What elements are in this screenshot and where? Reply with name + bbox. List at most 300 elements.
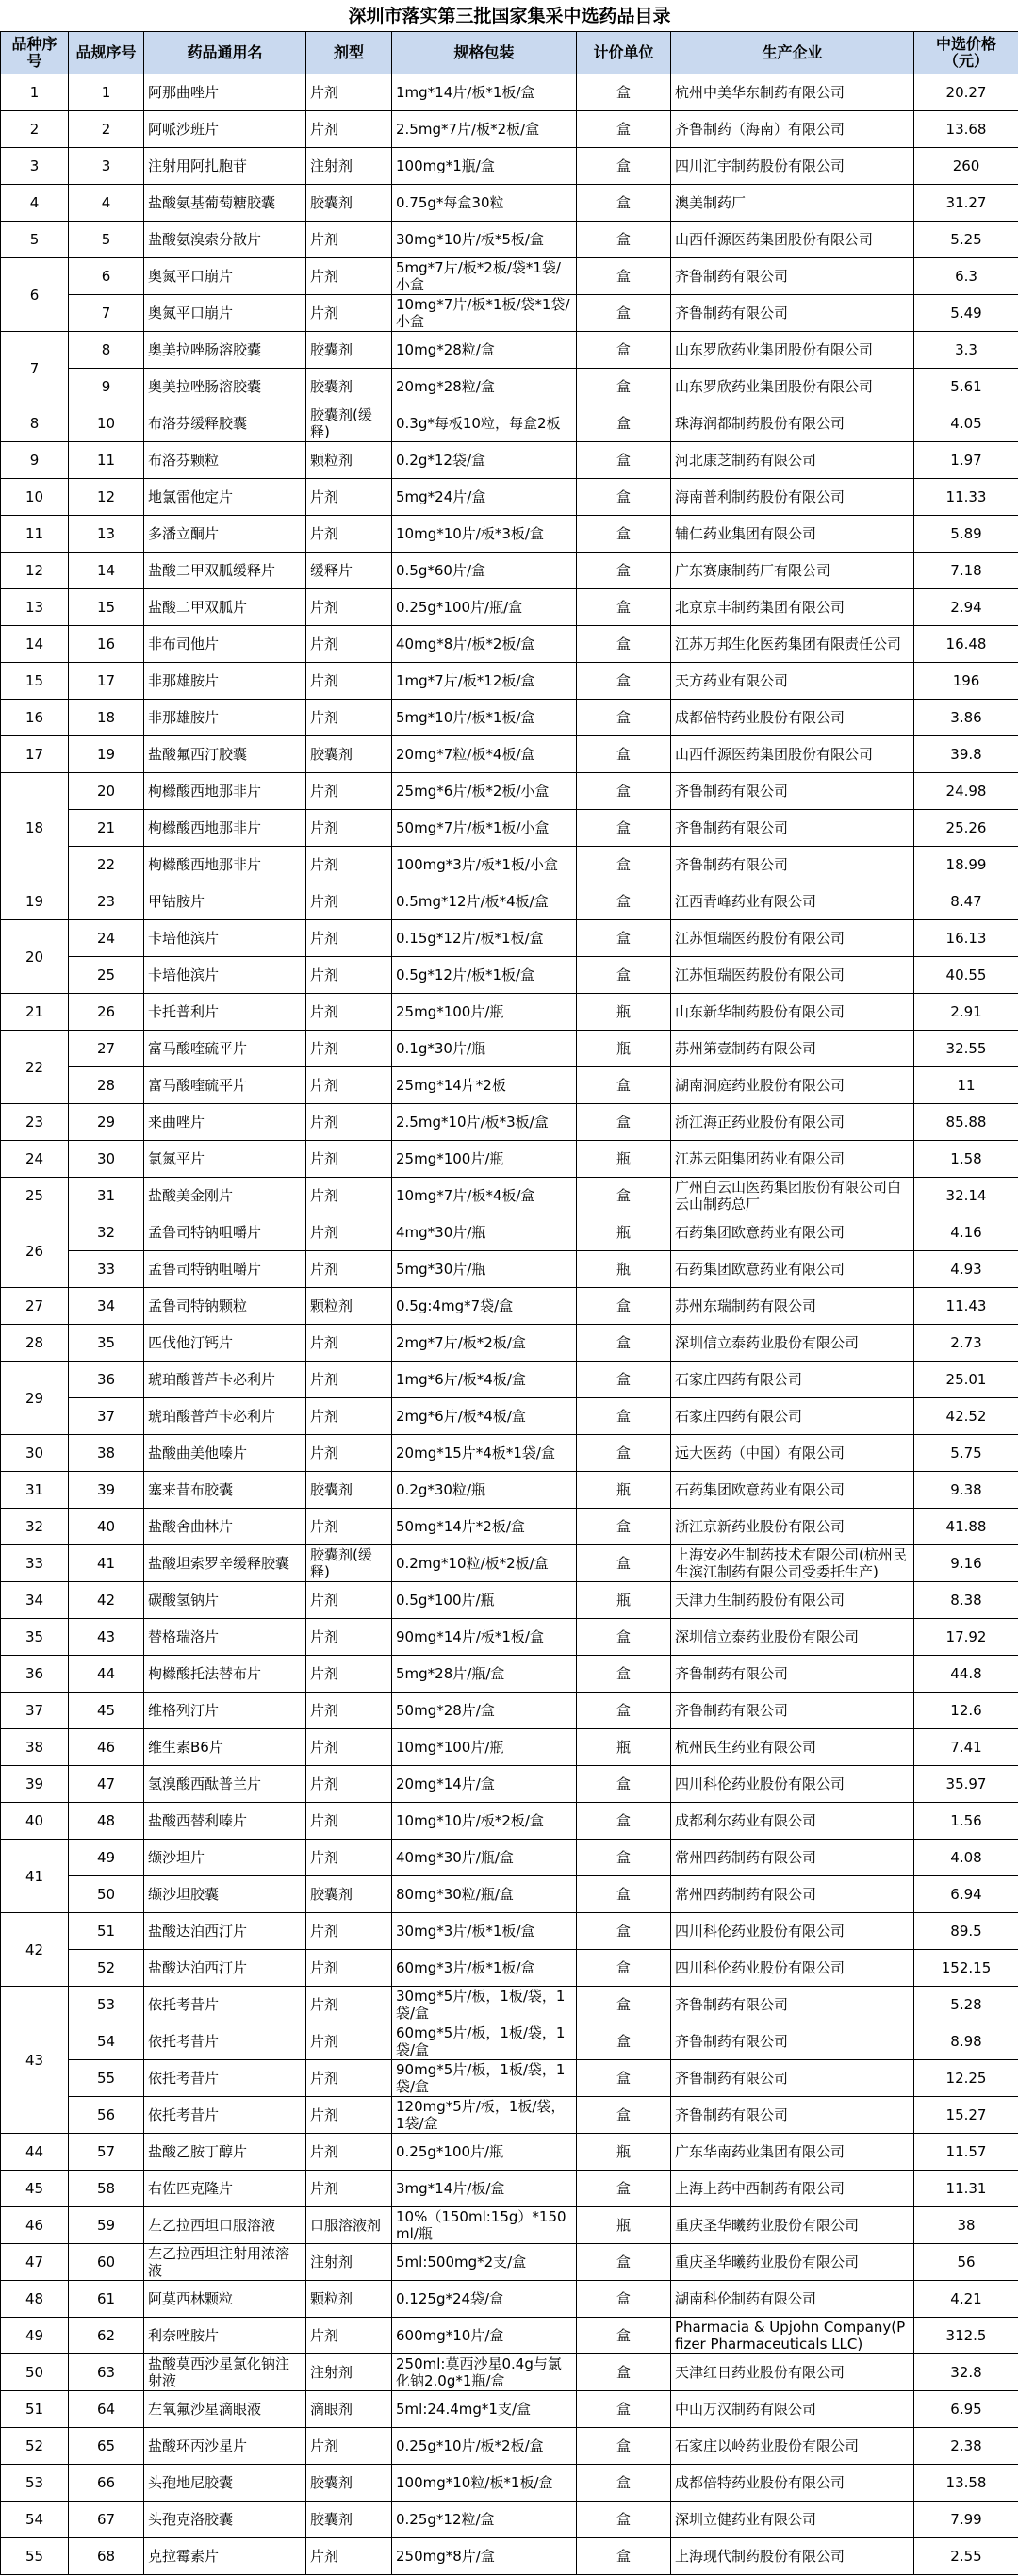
pricing-unit-cell: 盒 (577, 663, 671, 700)
spec-packaging-cell: 5mg*24片/盒 (392, 479, 577, 516)
winning-price-cell: 8.47 (914, 883, 1018, 920)
winning-price-cell: 7.99 (914, 2502, 1018, 2538)
pricing-unit-cell: 盒 (577, 1067, 671, 1104)
pricing-unit-cell: 盒 (577, 1876, 671, 1913)
dosage-form-cell: 胶囊剂 (306, 2465, 392, 2502)
winning-price-cell: 312.5 (914, 2318, 1018, 2354)
table-row (1, 1582, 1018, 1619)
table-row (1, 2354, 1018, 2391)
spec-no-cell: 57 (69, 2134, 144, 2171)
manufacturer-cell: 山东罗欣药业集团股份有限公司 (671, 369, 914, 405)
winning-price-cell: 5.75 (914, 1435, 1018, 1472)
spec-packaging-cell: 50mg*28片/盒 (392, 1693, 577, 1729)
variety-no-cell: 26 (1, 1214, 69, 1288)
table-row (1, 2097, 1018, 2134)
manufacturer-cell: 深圳信立泰药业股份有限公司 (671, 1619, 914, 1656)
spec-no-cell: 41 (69, 1545, 144, 1582)
generic-name-cell: 盐酸舍曲林片 (144, 1509, 306, 1545)
spec-packaging-cell: 100mg*1瓶/盒 (392, 148, 577, 185)
spec-no-cell: 7 (69, 295, 144, 332)
variety-no-cell: 53 (1, 2465, 69, 2502)
dosage-form-cell: 片剂 (306, 1141, 392, 1178)
spec-packaging-cell: 25mg*6片/板*2板/小盒 (392, 773, 577, 810)
variety-no-cell: 36 (1, 1656, 69, 1693)
spec-no-cell: 8 (69, 332, 144, 369)
pricing-unit-cell: 盒 (577, 2023, 671, 2060)
winning-price-cell: 41.88 (914, 1509, 1018, 1545)
manufacturer-cell: 江苏云阳集团药业有限公司 (671, 1141, 914, 1178)
dosage-form-cell: 胶囊剂 (306, 185, 392, 222)
spec-packaging-cell: 100mg*3片/板*1板/小盒 (392, 847, 577, 883)
winning-price-cell: 35.97 (914, 1766, 1018, 1803)
spec-no-cell: 25 (69, 957, 144, 994)
pricing-unit-cell: 盒 (577, 442, 671, 479)
pricing-unit-cell: 盒 (577, 957, 671, 994)
manufacturer-cell: 澳美制药厂 (671, 185, 914, 222)
manufacturer-cell: 四川科伦药业股份有限公司 (671, 1950, 914, 1987)
spec-packaging-cell: 10mg*28粒/盒 (392, 332, 577, 369)
dosage-form-cell: 胶囊剂 (306, 1876, 392, 1913)
pricing-unit-cell: 盒 (577, 1398, 671, 1435)
winning-price-cell: 5.89 (914, 516, 1018, 553)
variety-no-cell: 21 (1, 994, 69, 1031)
generic-name-cell: 枸橼酸西地那非片 (144, 847, 306, 883)
variety-no-cell: 51 (1, 2391, 69, 2428)
generic-name-cell: 盐酸美金刚片 (144, 1178, 306, 1214)
pricing-unit-cell: 盒 (577, 332, 671, 369)
winning-price-cell: 1.58 (914, 1141, 1018, 1178)
variety-no-cell: 1 (1, 74, 69, 111)
manufacturer-cell: 苏州东瑞制药有限公司 (671, 1288, 914, 1325)
dosage-form-cell: 片剂 (306, 1104, 392, 1141)
spec-packaging-cell: 0.25g*10片/板*2板/盒 (392, 2428, 577, 2465)
spec-no-cell: 2 (69, 111, 144, 148)
dosage-form-cell: 片剂 (306, 516, 392, 553)
spec-packaging-cell: 100mg*10粒/板*1板/盒 (392, 2465, 577, 2502)
spec-no-cell: 33 (69, 1251, 144, 1288)
manufacturer-cell: 齐鲁制药有限公司 (671, 847, 914, 883)
variety-no-cell: 5 (1, 222, 69, 258)
pricing-unit-cell: 盒 (577, 1435, 671, 1472)
winning-price-cell: 7.41 (914, 1729, 1018, 1766)
spec-no-cell: 26 (69, 994, 144, 1031)
dosage-form-cell: 片剂 (306, 773, 392, 810)
winning-price-cell: 89.5 (914, 1913, 1018, 1950)
manufacturer-cell: 石药集团欧意药业有限公司 (671, 1472, 914, 1509)
dosage-form-cell: 口服溶液剂 (306, 2207, 392, 2244)
dosage-form-cell: 片剂 (306, 1693, 392, 1729)
pricing-unit-cell: 盒 (577, 2391, 671, 2428)
generic-name-cell: 克拉霉素片 (144, 2538, 306, 2575)
generic-name-cell: 阿莫西林颗粒 (144, 2281, 306, 2318)
variety-no-cell: 32 (1, 1509, 69, 1545)
spec-no-cell: 59 (69, 2207, 144, 2244)
table-row (1, 111, 1018, 148)
generic-name-cell: 盐酸达泊西汀片 (144, 1950, 306, 1987)
spec-no-cell: 17 (69, 663, 144, 700)
table-row (1, 1803, 1018, 1840)
pricing-unit-cell: 盒 (577, 1288, 671, 1325)
dosage-form-cell: 片剂 (306, 957, 392, 994)
pricing-unit-cell: 盒 (577, 553, 671, 589)
table-row (1, 1913, 1018, 1950)
spec-packaging-cell: 0.75g*每盒30粒 (392, 185, 577, 222)
dosage-form-cell: 片剂 (306, 1619, 392, 1656)
generic-name-cell: 布洛芬颗粒 (144, 442, 306, 479)
spec-no-cell: 35 (69, 1325, 144, 1362)
spec-packaging-cell: 3mg*14片/板/盒 (392, 2171, 577, 2207)
table-row (1, 2391, 1018, 2428)
pricing-unit-cell: 盒 (577, 1104, 671, 1141)
spec-no-cell: 58 (69, 2171, 144, 2207)
spec-packaging-cell: 0.5g:4mg*7袋/盒 (392, 1288, 577, 1325)
manufacturer-cell: 苏州第壹制药有限公司 (671, 1031, 914, 1067)
variety-no-cell: 9 (1, 442, 69, 479)
variety-no-cell: 17 (1, 736, 69, 773)
winning-price-cell: 2.73 (914, 1325, 1018, 1362)
variety-no-cell: 29 (1, 1362, 69, 1435)
generic-name-cell: 右佐匹克隆片 (144, 2171, 306, 2207)
manufacturer-cell: 齐鲁制药有限公司 (671, 773, 914, 810)
table-row (1, 1876, 1018, 1913)
variety-no-cell: 40 (1, 1803, 69, 1840)
table-row (1, 1656, 1018, 1693)
generic-name-cell: 替格瑞洛片 (144, 1619, 306, 1656)
pricing-unit-cell: 盒 (577, 2171, 671, 2207)
dosage-form-cell: 片剂 (306, 1582, 392, 1619)
variety-no-cell: 44 (1, 2134, 69, 2171)
pricing-unit-cell: 盒 (577, 2281, 671, 2318)
spec-packaging-cell: 120mg*5片/板，1板/袋，1袋/盒 (392, 2097, 577, 2134)
dosage-form-cell: 片剂 (306, 700, 392, 736)
spec-no-cell: 43 (69, 1619, 144, 1656)
dosage-form-cell: 片剂 (306, 663, 392, 700)
winning-price-cell: 11.43 (914, 1288, 1018, 1325)
table-row (1, 2538, 1018, 2575)
table-row (1, 1288, 1018, 1325)
spec-no-cell: 18 (69, 700, 144, 736)
table-row (1, 74, 1018, 111)
variety-no-cell: 41 (1, 1840, 69, 1913)
table-row (1, 2281, 1018, 2318)
pricing-unit-cell: 盒 (577, 1987, 671, 2023)
table-row (1, 185, 1018, 222)
generic-name-cell: 依托考昔片 (144, 2060, 306, 2097)
dosage-form-cell: 片剂 (306, 1178, 392, 1214)
winning-price-cell: 9.16 (914, 1545, 1018, 1582)
table-row (1, 2465, 1018, 2502)
manufacturer-cell: 杭州中美华东制药有限公司 (671, 74, 914, 111)
header-spec-packaging: 规格包装 (392, 32, 577, 74)
winning-price-cell: 196 (914, 663, 1018, 700)
generic-name-cell: 盐酸西替利嗪片 (144, 1803, 306, 1840)
spec-no-cell: 34 (69, 1288, 144, 1325)
table-row (1, 1545, 1018, 1582)
header-pricing-unit: 计价单位 (577, 32, 671, 74)
table-row (1, 920, 1018, 957)
spec-no-cell: 30 (69, 1141, 144, 1178)
generic-name-cell: 注射用阿扎胞苷 (144, 148, 306, 185)
winning-price-cell: 18.99 (914, 847, 1018, 883)
winning-price-cell: 42.52 (914, 1398, 1018, 1435)
manufacturer-cell: 深圳信立泰药业股份有限公司 (671, 1325, 914, 1362)
generic-name-cell: 奥美拉唑肠溶胶囊 (144, 369, 306, 405)
pricing-unit-cell: 盒 (577, 847, 671, 883)
dosage-form-cell: 胶囊剂(缓释) (306, 405, 392, 442)
variety-no-cell: 52 (1, 2428, 69, 2465)
manufacturer-cell: 江苏恒瑞医药股份有限公司 (671, 920, 914, 957)
winning-price-cell: 4.16 (914, 1214, 1018, 1251)
generic-name-cell: 利奈唑胺片 (144, 2318, 306, 2354)
manufacturer-cell: 石家庄四药有限公司 (671, 1362, 914, 1398)
manufacturer-cell: 齐鲁制药有限公司 (671, 2097, 914, 2134)
spec-no-cell: 38 (69, 1435, 144, 1472)
generic-name-cell: 盐酸氨基葡萄糖胶囊 (144, 185, 306, 222)
variety-no-cell: 39 (1, 1766, 69, 1803)
manufacturer-cell: 齐鲁制药有限公司 (671, 2060, 914, 2097)
dosage-form-cell: 片剂 (306, 994, 392, 1031)
dosage-form-cell: 片剂 (306, 847, 392, 883)
spec-no-cell: 54 (69, 2023, 144, 2060)
spec-packaging-cell: 10mg*100片/瓶 (392, 1729, 577, 1766)
generic-name-cell: 卡培他滨片 (144, 920, 306, 957)
pricing-unit-cell: 盒 (577, 111, 671, 148)
spec-packaging-cell: 0.5mg*12片/板*4板/盒 (392, 883, 577, 920)
generic-name-cell: 非那雄胺片 (144, 700, 306, 736)
winning-price-cell: 260 (914, 148, 1018, 185)
spec-packaging-cell: 1mg*7片/板*12板/盒 (392, 663, 577, 700)
dosage-form-cell: 片剂 (306, 1729, 392, 1766)
variety-no-cell: 19 (1, 883, 69, 920)
table-row (1, 736, 1018, 773)
variety-no-cell: 31 (1, 1472, 69, 1509)
table-row (1, 957, 1018, 994)
pricing-unit-cell: 盒 (577, 1913, 671, 1950)
spec-packaging-cell: 4mg*30片/瓶 (392, 1214, 577, 1251)
variety-no-cell: 20 (1, 920, 69, 994)
pricing-unit-cell: 瓶 (577, 1729, 671, 1766)
winning-price-cell: 16.13 (914, 920, 1018, 957)
spec-no-cell: 50 (69, 1876, 144, 1913)
spec-no-cell: 39 (69, 1472, 144, 1509)
spec-no-cell: 51 (69, 1913, 144, 1950)
winning-price-cell: 6.3 (914, 258, 1018, 295)
dosage-form-cell: 片剂 (306, 2023, 392, 2060)
pricing-unit-cell: 盒 (577, 2354, 671, 2391)
generic-name-cell: 氯氮平片 (144, 1141, 306, 1178)
dosage-form-cell: 注射剂 (306, 2244, 392, 2281)
spec-no-cell: 6 (69, 258, 144, 295)
manufacturer-cell: 齐鲁制药（海南）有限公司 (671, 111, 914, 148)
spec-no-cell: 4 (69, 185, 144, 222)
spec-no-cell: 21 (69, 810, 144, 847)
spec-packaging-cell: 5ml:500mg*2支/盒 (392, 2244, 577, 2281)
generic-name-cell: 盐酸氟西汀胶囊 (144, 736, 306, 773)
table-header-row (1, 32, 1018, 74)
spec-packaging-cell: 1mg*14片/板*1板/盒 (392, 74, 577, 111)
spec-no-cell: 53 (69, 1987, 144, 2023)
generic-name-cell: 盐酸氨溴索分散片 (144, 222, 306, 258)
manufacturer-cell: 常州四药制药有限公司 (671, 1876, 914, 1913)
dosage-form-cell: 片剂 (306, 2428, 392, 2465)
winning-price-cell: 15.27 (914, 2097, 1018, 2134)
winning-price-cell: 2.55 (914, 2538, 1018, 2575)
variety-no-cell: 11 (1, 516, 69, 553)
variety-no-cell: 55 (1, 2538, 69, 2575)
spec-no-cell: 11 (69, 442, 144, 479)
table-row (1, 222, 1018, 258)
manufacturer-cell: 广东赛康制药厂有限公司 (671, 553, 914, 589)
dosage-form-cell: 片剂 (306, 2538, 392, 2575)
manufacturer-cell: 上海现代制药股份有限公司 (671, 2538, 914, 2575)
pricing-unit-cell: 瓶 (577, 2134, 671, 2171)
manufacturer-cell: 齐鲁制药有限公司 (671, 295, 914, 332)
pricing-unit-cell: 盒 (577, 258, 671, 295)
spec-no-cell: 68 (69, 2538, 144, 2575)
winning-price-cell: 8.98 (914, 2023, 1018, 2060)
dosage-form-cell: 胶囊剂 (306, 1472, 392, 1509)
dosage-form-cell: 胶囊剂 (306, 736, 392, 773)
manufacturer-cell: 江苏恒瑞医药股份有限公司 (671, 957, 914, 994)
spec-packaging-cell: 250mg*8片/盒 (392, 2538, 577, 2575)
variety-no-cell: 45 (1, 2171, 69, 2207)
spec-packaging-cell: 0.25g*100片/瓶/盒 (392, 589, 577, 626)
winning-price-cell: 25.26 (914, 810, 1018, 847)
dosage-form-cell: 片剂 (306, 1398, 392, 1435)
winning-price-cell: 38 (914, 2207, 1018, 2244)
pricing-unit-cell: 盒 (577, 773, 671, 810)
variety-no-cell: 2 (1, 111, 69, 148)
table-row (1, 1509, 1018, 1545)
spec-no-cell: 23 (69, 883, 144, 920)
spec-packaging-cell: 600mg*10片/盒 (392, 2318, 577, 2354)
table-row (1, 1178, 1018, 1214)
spec-packaging-cell: 0.2g*12袋/盒 (392, 442, 577, 479)
variety-no-cell: 35 (1, 1619, 69, 1656)
generic-name-cell: 氢溴酸西酞普兰片 (144, 1766, 306, 1803)
spec-no-cell: 49 (69, 1840, 144, 1876)
table-row (1, 663, 1018, 700)
manufacturer-cell: 齐鲁制药有限公司 (671, 2023, 914, 2060)
generic-name-cell: 孟鲁司特钠颗粒 (144, 1288, 306, 1325)
pricing-unit-cell: 盒 (577, 295, 671, 332)
variety-no-cell: 38 (1, 1729, 69, 1766)
dosage-form-cell: 片剂 (306, 1325, 392, 1362)
pricing-unit-cell: 盒 (577, 626, 671, 663)
dosage-form-cell: 片剂 (306, 74, 392, 111)
table-row (1, 2502, 1018, 2538)
dosage-form-cell: 片剂 (306, 295, 392, 332)
dosage-form-cell: 片剂 (306, 1987, 392, 2023)
spec-no-cell: 44 (69, 1656, 144, 1693)
generic-name-cell: 维生素B6片 (144, 1729, 306, 1766)
pricing-unit-cell: 盒 (577, 222, 671, 258)
dosage-form-cell: 滴眼剂 (306, 2391, 392, 2428)
winning-price-cell: 85.88 (914, 1104, 1018, 1141)
pricing-unit-cell: 盒 (577, 589, 671, 626)
dosage-form-cell: 注射剂 (306, 148, 392, 185)
manufacturer-cell: 浙江海正药业股份有限公司 (671, 1104, 914, 1141)
generic-name-cell: 碳酸氢钠片 (144, 1582, 306, 1619)
table-body (1, 74, 1018, 2575)
table-row (1, 700, 1018, 736)
header-variety-no: 品种序号 (1, 32, 69, 74)
dosage-form-cell: 片剂 (306, 1362, 392, 1398)
generic-name-cell: 匹伐他汀钙片 (144, 1325, 306, 1362)
table-row (1, 442, 1018, 479)
spec-no-cell: 67 (69, 2502, 144, 2538)
generic-name-cell: 奥氮平口崩片 (144, 258, 306, 295)
generic-name-cell: 地氯雷他定片 (144, 479, 306, 516)
pricing-unit-cell: 盒 (577, 810, 671, 847)
dosage-form-cell: 片剂 (306, 1435, 392, 1472)
spec-no-cell: 61 (69, 2281, 144, 2318)
generic-name-cell: 富马酸喹硫平片 (144, 1031, 306, 1067)
table-row (1, 148, 1018, 185)
pricing-unit-cell: 盒 (577, 185, 671, 222)
table-row (1, 1693, 1018, 1729)
generic-name-cell: 盐酸曲美他嗪片 (144, 1435, 306, 1472)
manufacturer-cell: 上海上药中西制药有限公司 (671, 2171, 914, 2207)
pricing-unit-cell: 盒 (577, 920, 671, 957)
pricing-unit-cell: 盒 (577, 479, 671, 516)
generic-name-cell: 依托考昔片 (144, 2097, 306, 2134)
pricing-unit-cell: 瓶 (577, 994, 671, 1031)
spec-no-cell: 64 (69, 2391, 144, 2428)
pricing-unit-cell: 盒 (577, 2538, 671, 2575)
table-row (1, 2171, 1018, 2207)
winning-price-cell: 16.48 (914, 626, 1018, 663)
dosage-form-cell: 片剂 (306, 810, 392, 847)
manufacturer-cell: 常州四药制药有限公司 (671, 1840, 914, 1876)
spec-packaging-cell: 5mg*7片/板*2板/袋*1袋/小盒 (392, 258, 577, 295)
spec-packaging-cell: 0.2g*30粒/瓶 (392, 1472, 577, 1509)
pricing-unit-cell: 瓶 (577, 1582, 671, 1619)
pricing-unit-cell: 盒 (577, 2318, 671, 2354)
table-row (1, 1104, 1018, 1141)
table-row (1, 1067, 1018, 1104)
dosage-form-cell: 片剂 (306, 1656, 392, 1693)
variety-no-cell: 10 (1, 479, 69, 516)
dosage-form-cell: 片剂 (306, 479, 392, 516)
manufacturer-cell: 四川汇宇制药股份有限公司 (671, 148, 914, 185)
manufacturer-cell: 齐鲁制药有限公司 (671, 258, 914, 295)
table-row (1, 994, 1018, 1031)
generic-name-cell: 盐酸坦索罗辛缓释胶囊 (144, 1545, 306, 1582)
spec-no-cell: 31 (69, 1178, 144, 1214)
manufacturer-cell: 山东罗欣药业集团股份有限公司 (671, 332, 914, 369)
dosage-form-cell: 颗粒剂 (306, 2281, 392, 2318)
spec-packaging-cell: 90mg*5片/板，1板/袋，1袋/盒 (392, 2060, 577, 2097)
spec-no-cell: 28 (69, 1067, 144, 1104)
winning-price-cell: 3.86 (914, 700, 1018, 736)
spec-packaging-cell: 20mg*14片/盒 (392, 1766, 577, 1803)
header-manufacturer: 生产企业 (671, 32, 914, 74)
pricing-unit-cell: 盒 (577, 1545, 671, 1582)
winning-price-cell: 5.61 (914, 369, 1018, 405)
dosage-form-cell: 片剂 (306, 1913, 392, 1950)
table-row (1, 810, 1018, 847)
spec-packaging-cell: 25mg*100片/瓶 (392, 1141, 577, 1178)
header-generic-name: 药品通用名 (144, 32, 306, 74)
spec-packaging-cell: 25mg*14片*2板 (392, 1067, 577, 1104)
variety-no-cell: 47 (1, 2244, 69, 2281)
variety-no-cell: 54 (1, 2502, 69, 2538)
table-row (1, 626, 1018, 663)
spec-packaging-cell: 40mg*30片/瓶/盒 (392, 1840, 577, 1876)
dosage-form-cell: 片剂 (306, 1214, 392, 1251)
spec-packaging-cell: 10%（150ml:15g）*150ml/瓶 (392, 2207, 577, 2244)
